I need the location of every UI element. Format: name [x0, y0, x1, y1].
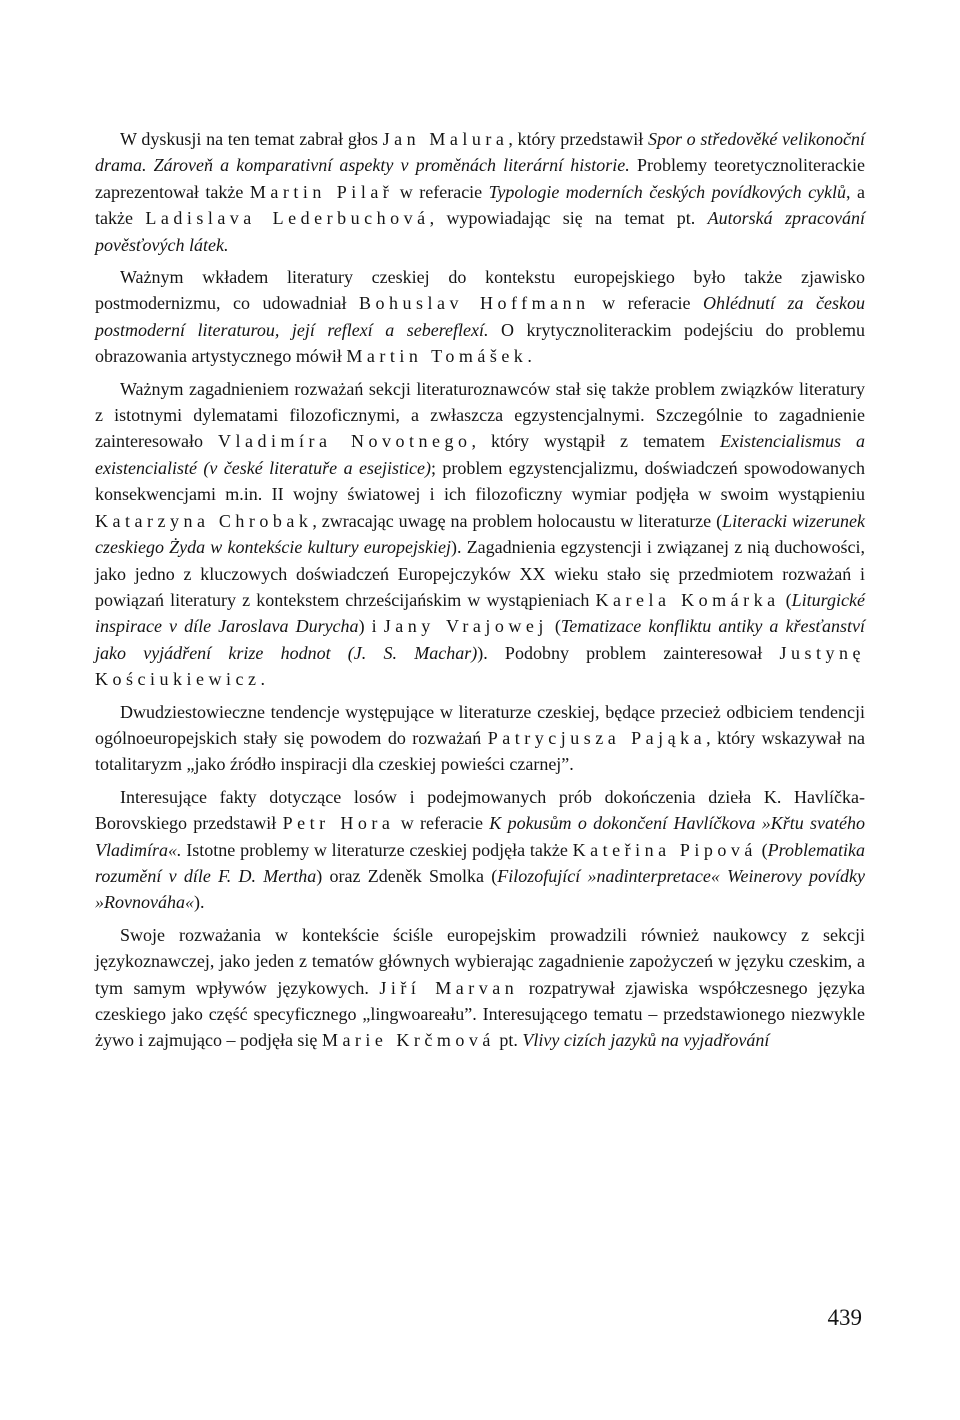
text-run: Interesujące fakty dotyczące losów i podejmowanych prób dokończenia dzieła K. Havlíčka-Borovskiego przedstawił — [95, 786, 865, 834]
text-run: , zwracając uwagę na problem holocaustu w literaturze ( — [312, 510, 723, 531]
text-run: Swoje rozważania w kontekście ściśle europejskim prowadzili również naukowcy z sekcji językoznawczej, jako jeden z tematów głównych wybierając zagadnienie zapożyczeń w języku czeskim, a tym samym wpływów językowych. — [95, 924, 865, 998]
text-run: , który wskazywał na totalitaryzm „jako źródło inspiracji dla czeskiej powieści czarnej”. — [95, 727, 865, 775]
italic-title: Vlivy cizích jazyků na vyjadřování — [522, 1030, 770, 1051]
text-run: pt. — [494, 1030, 523, 1051]
spaced-name: Marie Krčmová — [321, 1030, 495, 1051]
text-run: w referacie — [589, 293, 704, 314]
text-run: w referacie — [394, 813, 490, 834]
paragraph — [95, 126, 865, 258]
spaced-name: Martin Tomášek — [346, 346, 528, 367]
italic-title: Tematizace konfliktu antiky a křesťanství jako vyjádření krize hodnot (J. S. Machar) — [95, 616, 866, 663]
text-run: ( — [547, 616, 561, 637]
spaced-name: Vladimíra Novotnego — [217, 431, 472, 452]
italic-title: Literacki wizerunek czeskiego Żyda w kontekście kultury europejskiej — [95, 510, 865, 558]
italic-title: Spor o středověké velikonoční drama. Zároveň a komparativní aspekty v proměnách literární historie. — [95, 129, 866, 176]
text-run: , wypowiadając się na temat pt. — [429, 208, 708, 229]
text-run: , który przedstawił — [508, 129, 648, 149]
text-run: w referacie — [393, 181, 489, 202]
text-run: ) oraz Zdeněk Smolka ( — [316, 865, 498, 886]
text-run: Ważnym wkładem literatury czeskiej do kontekstu europejskiego było także zjawisko postmodernizmu, co udowadniał — [95, 267, 865, 314]
text-run: W dyskusji na ten temat zabrał głos — [120, 129, 383, 149]
text-run: O krytycznoliterackim podejściu do problemu obrazowania artystycznego mówił — [95, 319, 865, 367]
body-text — [95, 126, 865, 1060]
spaced-name: Justynę Kościukiewicz — [95, 642, 866, 690]
text-run: ) i — [358, 616, 384, 637]
paragraph — [95, 264, 865, 370]
spaced-name: Petr Hora — [282, 813, 395, 834]
paragraph — [95, 699, 865, 778]
spaced-name: Ladislava Lederbuchová — [145, 208, 430, 229]
text-run: ). Zagadnienia egzystencji i związanej z nią duchowości, jako jedno z kluczowych doświadczeń Europejczyków XX wieku stało się przedmiotem rozważań i powiązań literatury z kontekstem chrześcijańskim w wystąpieniach — [95, 537, 865, 610]
italic-title: Problematika rozumění v díle F. D. Mertha — [95, 839, 865, 886]
italic-title: Typologie moderních českých povídkových cyklů — [488, 181, 847, 202]
spaced-name: Patrycjusza Pająka — [487, 727, 707, 748]
text-run: . — [260, 669, 265, 690]
spaced-name: Katarzyna Chrobak — [95, 510, 313, 531]
text-run: ; problem egzystencjalizmu, doświadczeń spowodowanych konsekwencjami m.in. II wojny światowej i ich filozoficzny wymiar podjęła w swoim wystąpieniu — [95, 457, 865, 505]
text-run: Dwudziestowieczne tendencje występujące w literaturze czeskiej, będące przecież odbiciem tendencji ogólnoeuropejskich stały się powodem do rozważań — [95, 701, 865, 748]
paragraph — [95, 922, 865, 1054]
text-run: ( — [779, 589, 792, 610]
spaced-name: Jany Vrajowej — [383, 616, 548, 637]
italic-title: Liturgické inspirace v díle Jaroslava Durycha — [95, 589, 865, 637]
text-run: Istotne problemy w literaturze czeskiej podjęła także — [181, 839, 573, 860]
text-run: ). Podobny problem zainteresował — [477, 642, 780, 663]
text-run: , a także — [95, 181, 866, 229]
text-run: ). — [193, 892, 205, 913]
italic-title: Filozofující »nadinterpretace« Weinerovy povídky »Rovnováha« — [95, 865, 865, 913]
page-number: 439 — [827, 1305, 862, 1330]
italic-title: K pokusům o dokončení Havlíčkova »Křtu svatého Vladimíra«. — [95, 813, 866, 860]
text-run: Ważnym zagadnieniem rozważań sekcji literaturoznawców stał się także problem związków literatury z istotnymi dylematami filozoficznymi, a zwłaszcza egzystencjalnymi. Szczególnie to zagadnienie zainteresowało — [95, 378, 865, 452]
text-run: , który wystąpił z tematem — [471, 431, 720, 452]
spaced-name: Bohuslav Hoffmann — [358, 293, 590, 314]
text-run: ( — [756, 839, 768, 860]
spaced-name: Kateřina Pipová — [572, 839, 757, 860]
paragraph — [95, 376, 865, 693]
text-run: rozpatrywał zjawiska współczesnego języka czeskiego jako część specyficznego „lingwoareału”. Interesującego tematu – przedstawionego niezwykle żywo i zajmująco – podjęła się — [95, 977, 866, 1051]
spaced-name: Karela Komárka — [595, 589, 780, 610]
italic-title: Ohlédnutí za českou postmoderní literaturou, její reflexí a sebereflexí. — [95, 293, 866, 340]
spaced-name: Martin Pilař — [249, 181, 394, 202]
spaced-name: Jiří Marvan — [379, 977, 519, 998]
italic-title: Autorská zpracování pověsťových látek. — [95, 208, 866, 255]
italic-title: Existencialismus a existencialisté (v české literatuře a esejistice) — [95, 431, 865, 478]
spaced-name: Jan Malura — [382, 129, 509, 149]
paragraph — [95, 784, 865, 916]
text-run: Problemy teoretycznoliterackie zaprezentował także — [95, 155, 865, 202]
text-run: . — [527, 346, 532, 367]
